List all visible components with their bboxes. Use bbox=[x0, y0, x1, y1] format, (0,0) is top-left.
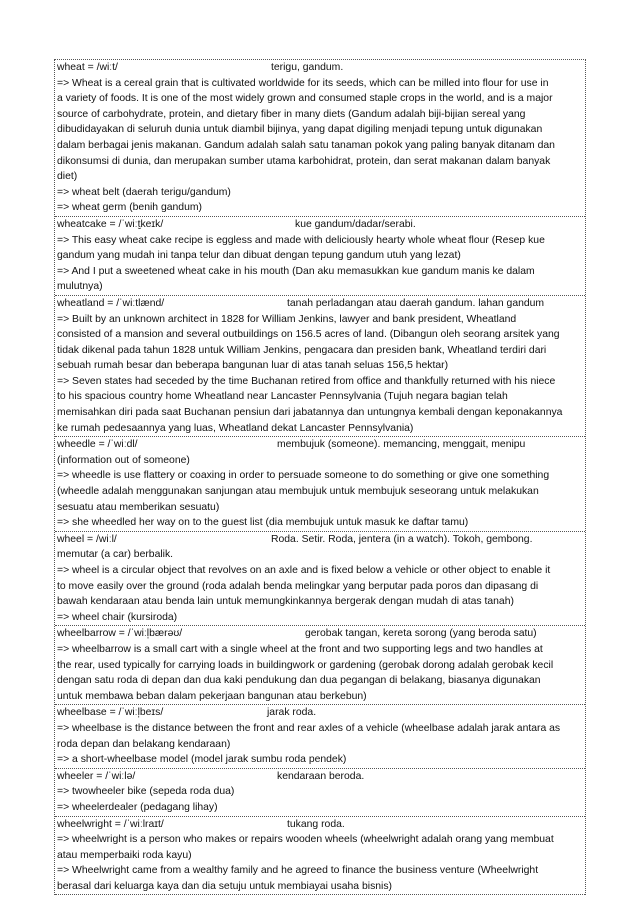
entry-text-line: => wheelbase is the distance between the front and rear axles of a vehicle (wheelbase adalah jarak antara as bbox=[57, 722, 561, 734]
entry-text-line: => Seven states had seceded by the time Buchanan retired from office and thankfully returned with his niece bbox=[57, 375, 556, 387]
entry-text-line: => a short-wheelbase model (model jarak sumbu roda pendek) bbox=[57, 754, 347, 766]
entry-text-line: => wheel is a circular object that revolves on an axle and is fixed below a vehicle or other object to enable it bbox=[57, 565, 551, 576]
dictionary-entry bbox=[55, 296, 585, 437]
entry-headword-line bbox=[57, 532, 583, 548]
translation: gerobak tangan, kereta sorong (yang beroda satu) bbox=[305, 628, 537, 640]
entry-text-line: => she wheedled her way on to the guest list (dia membujuk untuk masuk ke daftar tamu) bbox=[57, 517, 469, 529]
translation: jarak roda. bbox=[267, 707, 317, 719]
entry-text-line: => wheel chair (kursiroda) bbox=[57, 611, 178, 623]
entry-text-line: sebuah rumah besar dan beberapa bangunan luar di atas tanah seluas 156,5 hektar) bbox=[57, 360, 449, 372]
entry-headword-line bbox=[57, 437, 583, 453]
headword: wheelbarrow = /ˈwiːl̩bærəʊ/ bbox=[57, 628, 183, 640]
entry-text-line: => And I put a sweetened wheat cake in his mouth (Dan aku memasukkan kue gandum manis ke dalam bbox=[57, 265, 535, 277]
dictionary-entry bbox=[55, 532, 585, 627]
entry-headword-line bbox=[57, 705, 583, 721]
entry-text-line: the rear, used typically for carrying loads in buildingwork or gardening (gerobak dorong adalah gerobak kecil bbox=[57, 659, 554, 671]
entry-text-line: => wheat belt (daerah terigu/gandum) bbox=[57, 186, 231, 198]
translation: Roda. Setir. Roda, jentera (in a watch). Tokoh, gembong. bbox=[271, 533, 533, 545]
entry-text-line: => wheelerdealer (pedagang lihay) bbox=[57, 801, 218, 813]
entry-text-line: ke rumah pedesaannya yang luas, Wheatland dekat Lancaster Pennsylvania) bbox=[57, 422, 414, 434]
entry-text-line: a variety of foods. It is one of the most widely grown and consumed staple crops in the world, and is a major bbox=[57, 93, 553, 105]
headword: wheeler = /ˈwiːlə/ bbox=[57, 770, 136, 782]
entry-text-line: => wheelbarrow is a small cart with a single wheel at the front and two supporting legs and two handles at bbox=[57, 643, 543, 655]
dictionary-entry bbox=[55, 626, 585, 705]
entry-text-line: consisted of a mansion and several outbuildings on 156.5 acres of land. (Dibangun oleh seorang arsitek yang bbox=[57, 329, 560, 341]
headword: wheel = /wiːl/ bbox=[57, 533, 117, 545]
dictionary-entry bbox=[55, 217, 585, 296]
entry-text-line: => twowheeler bike (sepeda roda dua) bbox=[57, 786, 235, 798]
entry-text-line: (information out of someone) bbox=[57, 454, 190, 466]
entry-text-line: diet) bbox=[57, 171, 78, 183]
entry-text-line: => wheelwright is a person who makes or repairs wooden wheels (wheelwright adalah orang yang membuat bbox=[57, 834, 554, 846]
translation: membujuk (someone). memancing, menggait, menipu bbox=[277, 439, 526, 451]
entry-text-line: => Built by an unknown architect in 1828 for William Jenkins, lawyer and bank president, Wheatland bbox=[57, 313, 517, 325]
entry-text-line: untuk membawa beban dalam pekerjaan bangunan atau berkebun) bbox=[57, 690, 367, 702]
headword: wheelbase = /ˈwiːl̩beɪs/ bbox=[57, 707, 164, 719]
entry-text-line: dalam berbagai jenis makanan. Gandum adalah salah satu tanaman pokok yang paling banyak ditanam dan bbox=[57, 139, 555, 151]
entry-text-line: memutar (a car) berbalik. bbox=[57, 549, 174, 561]
entry-text-line: => This easy wheat cake recipe is eggless and made with deliciously hearty whole wheat flour (Resep kue bbox=[57, 234, 545, 246]
entry-text-line: dengan satu roda di depan dan dua kaki pendukung dan dua pegangan di belakang, biasanya digunakan bbox=[57, 675, 541, 687]
entry-text-line: to his spacious country home Wheatland near Lancaster Pennsylvania (Tujuh negara bagian telah bbox=[57, 391, 508, 403]
entry-headword-line bbox=[57, 626, 583, 642]
entry-text-line: berasal dari keluarga kaya dan dia setuju untuk membiayai usaha bisnis) bbox=[57, 880, 393, 892]
entry-text-line: => Wheat is a cereal grain that is cultivated worldwide for its seeds, which can be milled into flour for use in bbox=[57, 77, 549, 89]
headword: wheelwright = /ˈwiːlraɪt/ bbox=[57, 818, 164, 830]
entry-headword-line bbox=[57, 217, 583, 233]
translation: tukang roda. bbox=[287, 818, 345, 830]
entry-text-line: tidak dikenal pada tahun 1828 untuk William Jenkins, pengacara dan presiden bank, Wheatland terdiri dari bbox=[57, 344, 547, 356]
dictionary-entry bbox=[55, 437, 585, 532]
entry-text-line: bawah kendaraan atau benda lain untuk memungkinkannya bergerak dengan mudah di atas tanah) bbox=[57, 596, 514, 608]
headword: wheatland = /ˈwiːtlænd/ bbox=[57, 297, 165, 309]
translation: kue gandum/dadar/serabi. bbox=[295, 218, 416, 230]
entry-text-line: sesuatu atau memberikan sesuatu) bbox=[57, 501, 220, 513]
entry-text-line: dikonsumsi di dunia, dan merupakan sumber utama karbohidrat, protein, dan serat makanan dalam banyak bbox=[57, 155, 551, 167]
entry-headword-line bbox=[57, 817, 583, 833]
entry-text-line: mulutnya) bbox=[57, 281, 103, 293]
translation: terigu, gandum. bbox=[271, 62, 344, 73]
dictionary-entry bbox=[55, 60, 585, 217]
translation: tanah perladangan atau daerah gandum. lahan gandum bbox=[287, 297, 545, 309]
entry-text-line: dibudidayakan di seluruh dunia untuk diambil bijinya, yang dapat digiling menjadi tepung untuk digunakan bbox=[57, 124, 543, 136]
dictionary-sheet bbox=[54, 59, 586, 895]
translation: kendaraan beroda. bbox=[277, 770, 365, 782]
dictionary-entry bbox=[55, 705, 585, 768]
entry-text-line: roda depan dan belakang kendaraan) bbox=[57, 738, 231, 750]
dictionary-entry bbox=[55, 769, 585, 817]
entry-text-line: => Wheelwright came from a wealthy family and he agreed to finance the business venture (Wheelwright bbox=[57, 865, 539, 877]
entry-text-line: (wheedle adalah menggunakan sanjungan atau membujuk untuk membujuk seseorang untuk melakukan bbox=[57, 486, 539, 498]
entry-text-line: atau memperbaiki roda kayu) bbox=[57, 849, 192, 861]
entry-text-line: => wheedle is use flattery or coaxing in order to persuade someone to do something or give one something bbox=[57, 470, 550, 482]
entry-headword-line bbox=[57, 769, 583, 785]
entry-headword-line bbox=[57, 296, 583, 312]
entry-text-line: source of carbohydrate, protein, and dietary fiber in many diets (Gandum adalah biji-bijian sereal yang bbox=[57, 108, 526, 120]
entry-text-line: to move easily over the ground (roda adalah benda melingkar yang berputar pada poros dan dipasang di bbox=[57, 580, 539, 592]
headword: wheedle = /ˈwiːdl/ bbox=[57, 439, 138, 451]
entry-text-line: memisahkan diri pada saat Buchanan pensiun dari jabatannya dan untungnya kembali dengan keponakannya bbox=[57, 407, 563, 419]
headword: wheat = /wiːt/ bbox=[57, 62, 118, 73]
entry-text-line: => wheat germ (benih gandum) bbox=[57, 202, 202, 214]
entry-headword-line bbox=[57, 60, 583, 76]
entry-text-line: gandum yang mudah ini tanpa telur dan dibuat dengan tepung gandum utuh yang lezat) bbox=[57, 250, 461, 262]
dictionary-entry bbox=[55, 817, 585, 896]
headword: wheatcake = /ˈwiːt̬keɪk/ bbox=[57, 218, 164, 230]
